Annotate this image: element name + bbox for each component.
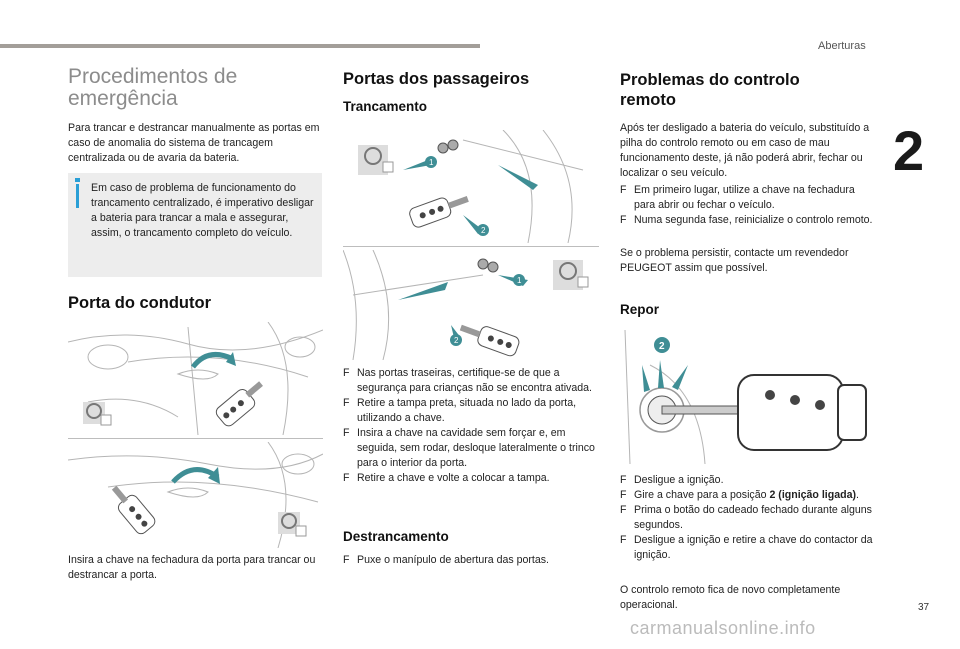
driver-door-lock-illustration xyxy=(68,322,323,435)
list-item: F Desligue a ignição. xyxy=(620,474,724,486)
remote-title: Problemas do controlo remoto xyxy=(620,71,800,109)
remote-outro: Se o problema persistir, contacte um revendedor PEUGEOT assim que possível. xyxy=(620,247,849,274)
bullet-icon: F xyxy=(343,472,350,484)
passenger-lock-illustration-2 xyxy=(343,250,599,360)
bullet-icon: F xyxy=(343,427,350,439)
step-2-marker: 2 xyxy=(454,336,459,345)
info-note-text: Em caso de problema de funcionamento do trancamento centralizado, é imperativo desligar a bateria para trancar a mala e assegurar, assim, o trancamento completo do veículo. xyxy=(91,182,314,239)
bullet-icon: F xyxy=(620,184,627,196)
locking-steps xyxy=(343,366,601,486)
driver-door-title: Porta do condutor xyxy=(68,294,211,312)
divider xyxy=(68,438,323,439)
bullet-icon: F xyxy=(620,474,627,486)
step-1-marker: 1 xyxy=(429,158,434,167)
passenger-lock-illustration-1 xyxy=(343,130,599,243)
list-item: F Em primeiro lugar, utilize a chave na fechadura para abrir ou fechar o veículo. xyxy=(620,184,855,211)
locking-title: Trancamento xyxy=(343,99,428,114)
list-item: F Puxe o manípulo de abertura das portas. xyxy=(343,554,549,566)
list-item: F Desligue a ignição e retire a chave do contactor da ignição. xyxy=(620,534,873,561)
bullet-icon: F xyxy=(620,534,627,546)
watermark: carmanualsonline.info xyxy=(630,618,816,638)
bullet-icon: F xyxy=(343,554,350,566)
position-2-marker: 2 xyxy=(659,341,665,352)
remote-steps xyxy=(620,183,878,228)
list-item: F Insira a chave na cavidade sem forçar e, em seguida, sem rodar, desloque lateralmente o trinco para o interior da porta. xyxy=(343,427,595,469)
list-item: F Gire a chave para a posição 2 (ignição ligada). xyxy=(620,489,859,501)
bullet-icon: F xyxy=(620,214,627,226)
list-item: F Nas portas traseiras, certifique-se de que a segurança para crianças não se encontra ativada. xyxy=(343,367,592,394)
reset-outro: O controlo remoto fica de novo completamente operacional. xyxy=(620,584,841,611)
passenger-doors-title: Portas dos passageiros xyxy=(343,70,530,88)
driver-door-caption: Insira a chave na fechadura da porta para trancar ou destrancar a porta. xyxy=(68,554,316,581)
reset-steps xyxy=(620,473,878,563)
bullet-icon: F xyxy=(343,397,350,409)
info-icon xyxy=(76,184,79,208)
step-1-marker: 1 xyxy=(517,276,522,285)
ignition-key-illustration xyxy=(620,330,876,464)
list-item: F Retire a tampa preta, situada no lado da porta, utilizando a chave. xyxy=(343,397,577,424)
header-rule xyxy=(0,44,480,48)
reset-title: Repor xyxy=(620,302,660,317)
info-icon-dot xyxy=(75,178,80,182)
divider xyxy=(343,246,599,247)
bullet-icon: F xyxy=(620,489,627,501)
emergency-intro: Para trancar e destrancar manualmente as portas em caso de anomalia do sistema de trancagem centralizada ou de avaria da bateria. xyxy=(68,122,320,164)
list-item: F Prima o botão do cadeado fechado durante alguns segundos. xyxy=(620,504,872,531)
unlocking-steps xyxy=(343,553,601,568)
bullet-icon: F xyxy=(343,367,350,379)
step-2-marker: 2 xyxy=(481,226,486,235)
driver-door-unlock-illustration xyxy=(68,442,323,548)
list-item: F Numa segunda fase, reinicialize o controlo remoto. xyxy=(620,214,873,226)
remote-intro: Após ter desligado a bateria do veículo, substituído a pilha do controlo remoto ou em caso de mau funcionamento deste, já não poderá abrir, fechar ou localizar o seu veículo. xyxy=(620,122,870,179)
section-label: Aberturas xyxy=(818,40,866,52)
page-number: 37 xyxy=(918,602,930,613)
bullet-icon: F xyxy=(620,504,627,516)
emergency-title: Procedimentos de emergência xyxy=(68,65,238,110)
list-item: F Retire a chave e volte a colocar a tampa. xyxy=(343,472,550,484)
unlocking-title: Destrancamento xyxy=(343,529,449,544)
chapter-number: 2 xyxy=(893,119,925,182)
